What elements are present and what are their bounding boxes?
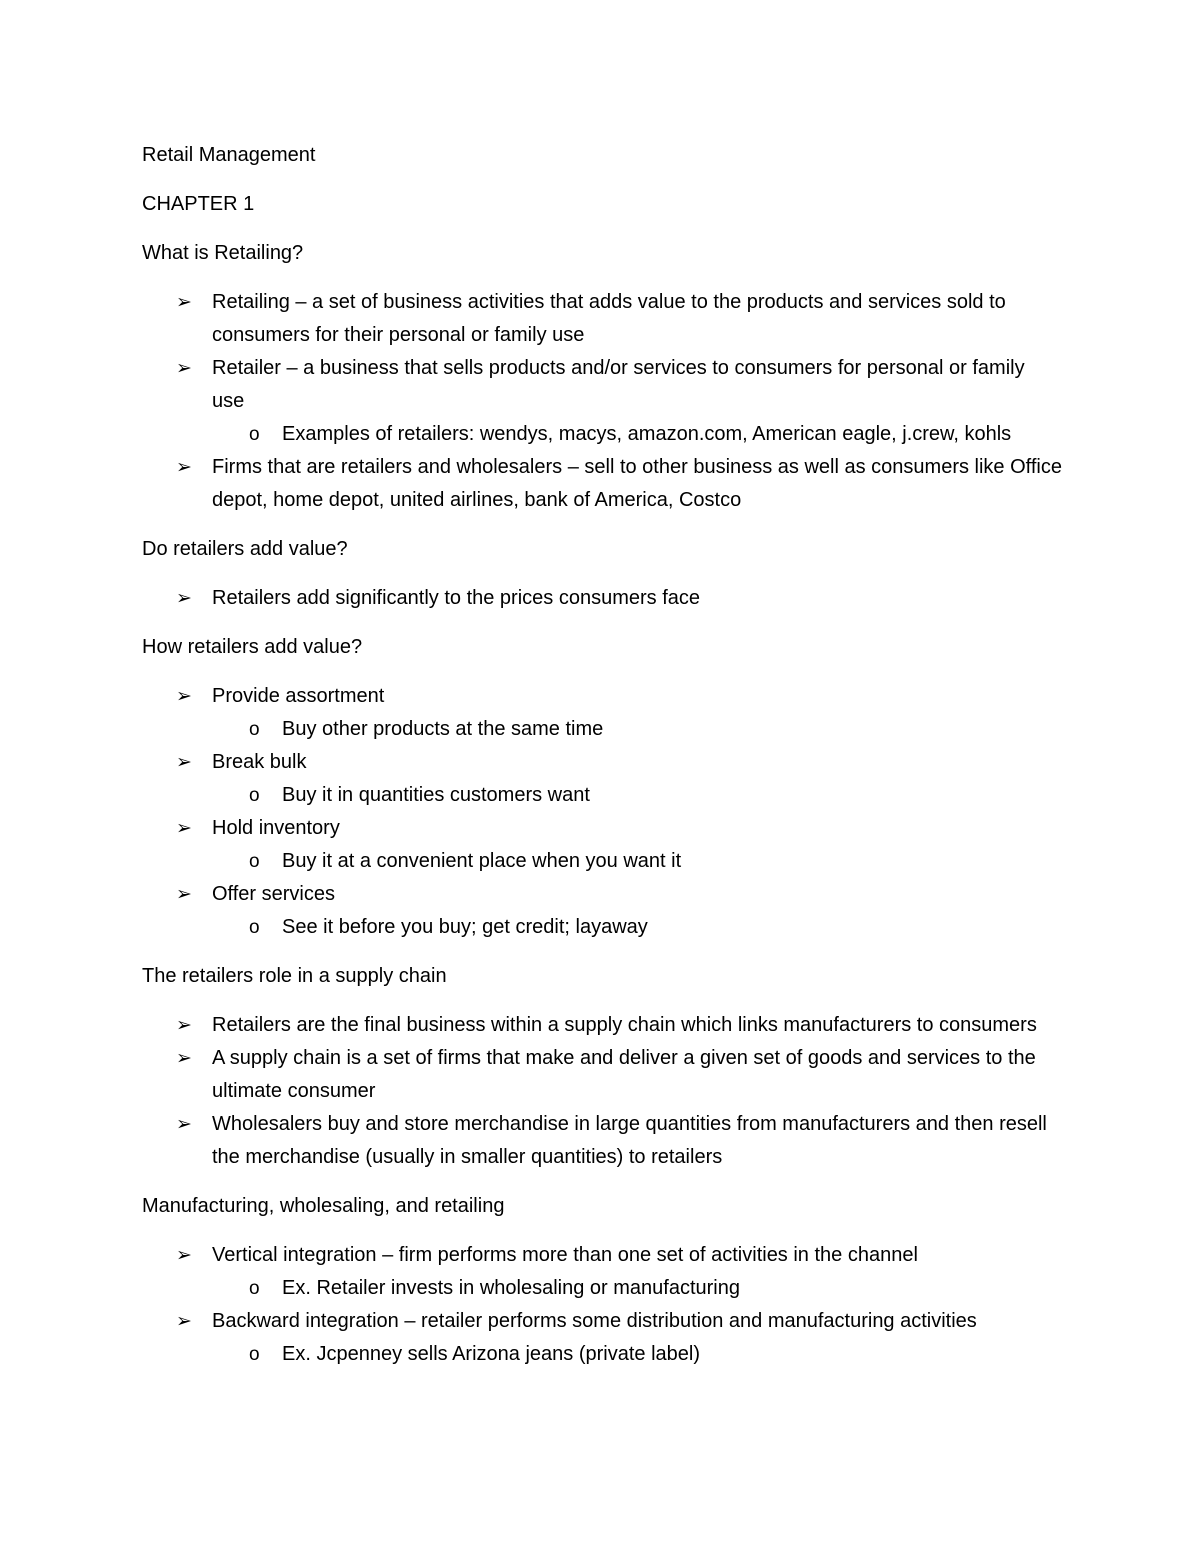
list-item [142, 812, 1070, 845]
arrow-bullet-icon: ➢ [176, 1114, 192, 1135]
sub-list-item-text: See it before you buy; get credit; layaway [282, 916, 648, 938]
list-item [142, 1042, 1070, 1108]
bullet-list [142, 286, 1070, 517]
bullet-list [142, 582, 1070, 615]
list-item-text: Retailer – a business that sells products and/or services to consumers for personal or family use [212, 357, 1025, 412]
section-heading: How retailers add value? [142, 636, 363, 658]
list-item [142, 582, 1070, 615]
list-item [142, 680, 1070, 713]
section-heading: What is Retailing? [142, 242, 304, 264]
circle-bullet-icon: o [249, 424, 260, 445]
arrow-bullet-icon: ➢ [176, 358, 192, 379]
list-item-text: Wholesalers buy and store merchandise in large quantities from manufacturers and then resell the merchandise (usually in smaller quantities) to retailers [212, 1113, 1047, 1168]
list-item [142, 746, 1070, 779]
list-item [142, 286, 1070, 352]
section-heading: The retailers role in a supply chain [142, 965, 447, 987]
sub-list-item [142, 911, 1070, 944]
bullet-list [142, 680, 1070, 944]
list-item-text: Vertical integration – firm performs more than one set of activities in the channel [212, 1244, 918, 1266]
arrow-bullet-icon: ➢ [176, 1245, 192, 1266]
sub-list-item-text: Buy it at a convenient place when you want it [282, 850, 682, 872]
list-item-text: Hold inventory [212, 817, 340, 839]
circle-bullet-icon: o [249, 785, 260, 806]
arrow-bullet-icon: ➢ [176, 686, 192, 707]
sub-list-item-text: Ex. Jcpenney sells Arizona jeans (private label) [282, 1343, 700, 1365]
list-item-text: Provide assortment [212, 685, 385, 707]
list-item [142, 352, 1070, 418]
list-item-text: A supply chain is a set of firms that make and deliver a given set of goods and services to the ultimate consumer [212, 1047, 1036, 1102]
list-item-text: Firms that are retailers and wholesalers – sell to other business as well as consumers like Office depot, home depot, united airlines, bank of America, Costco [212, 456, 1062, 511]
list-item-text: Retailers are the final business within a supply chain which links manufacturers to consumers [212, 1014, 1037, 1036]
circle-bullet-icon: o [249, 851, 260, 872]
list-item-text: Offer services [212, 883, 335, 905]
document-title: Retail Management [142, 144, 316, 166]
arrow-bullet-icon: ➢ [176, 1048, 192, 1069]
arrow-bullet-icon: ➢ [176, 292, 192, 313]
bullet-list [142, 1009, 1070, 1174]
arrow-bullet-icon: ➢ [176, 457, 192, 478]
document-body [142, 237, 1070, 1371]
sub-list-item [142, 713, 1070, 746]
list-item [142, 1009, 1070, 1042]
bullet-list [142, 1239, 1070, 1371]
sub-list-item [142, 845, 1070, 878]
sub-list-item-text: Buy other products at the same time [282, 718, 604, 740]
sub-list-item [142, 1272, 1070, 1305]
circle-bullet-icon: o [249, 917, 260, 938]
arrow-bullet-icon: ➢ [176, 588, 192, 609]
sub-list-item [142, 1338, 1070, 1371]
circle-bullet-icon: o [249, 1278, 260, 1299]
list-item [142, 1239, 1070, 1272]
arrow-bullet-icon: ➢ [176, 1311, 192, 1332]
list-item-text: Break bulk [212, 751, 307, 773]
arrow-bullet-icon: ➢ [176, 752, 192, 773]
list-item-text: Retailing – a set of business activities that adds value to the products and services sold to consumers for their personal or family use [212, 291, 1006, 346]
list-item [142, 1305, 1070, 1338]
list-item [142, 878, 1070, 911]
sub-list-item-text: Examples of retailers: wendys, macys, amazon.com, American eagle, j.crew, kohls [282, 423, 1012, 445]
circle-bullet-icon: o [249, 719, 260, 740]
section-heading: Do retailers add value? [142, 538, 348, 560]
list-item [142, 451, 1070, 517]
sub-list-item [142, 779, 1070, 812]
sub-list-item-text: Buy it in quantities customers want [282, 784, 590, 806]
arrow-bullet-icon: ➢ [176, 818, 192, 839]
circle-bullet-icon: o [249, 1344, 260, 1365]
section-heading: Manufacturing, wholesaling, and retailing [142, 1195, 505, 1217]
chapter-heading: CHAPTER 1 [142, 193, 255, 215]
arrow-bullet-icon: ➢ [176, 884, 192, 905]
list-item [142, 1108, 1070, 1174]
arrow-bullet-icon: ➢ [176, 1015, 192, 1036]
sub-list-item-text: Ex. Retailer invests in wholesaling or manufacturing [282, 1277, 740, 1299]
sub-list-item [142, 418, 1070, 451]
list-item-text: Retailers add significantly to the prices consumers face [212, 587, 701, 609]
list-item-text: Backward integration – retailer performs some distribution and manufacturing activities [212, 1310, 977, 1332]
